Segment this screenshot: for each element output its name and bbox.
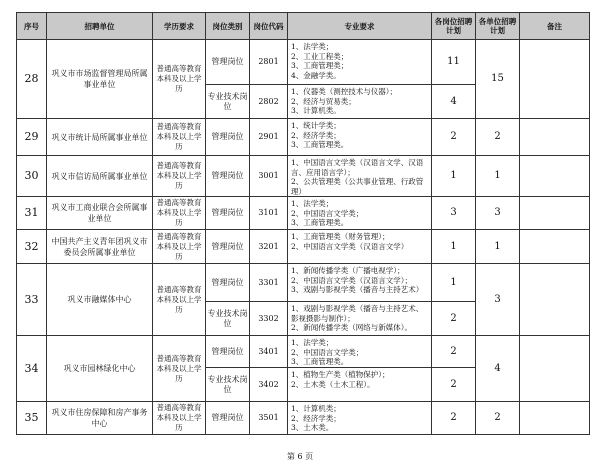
major-line: 2、新闻传播学类（网络与新媒体）。 — [291, 323, 413, 332]
header-plan-unit: 各单位招聘计划 — [476, 13, 520, 40]
major-line: 1、新闻传播学类（广播电视学）； — [291, 266, 405, 275]
major-line: 4、金融学类。 — [291, 70, 341, 80]
post-type-cell: 管理岗位 — [206, 156, 250, 197]
header-post-code: 岗位代码 — [250, 13, 288, 40]
major-line: 1、工商管理类（财务管理）； — [291, 232, 390, 241]
post-plan-cell: 2 — [432, 368, 476, 402]
post-type-cell: 专业技术岗位 — [206, 368, 250, 402]
post-type-cell: 管理岗位 — [206, 230, 250, 264]
recruitment-table-sheet — [16, 12, 589, 435]
post-code-cell: 3302 — [250, 302, 288, 336]
seq-cell: 35 — [17, 402, 47, 435]
post-code-cell: 3101 — [250, 197, 288, 230]
major-cell — [288, 368, 432, 402]
major-line: 2、中国语言文学类； — [291, 347, 364, 357]
post-code-cell: 3301 — [250, 264, 288, 302]
major-cell — [288, 156, 432, 197]
note-cell — [520, 156, 590, 197]
post-plan-cell: 11 — [432, 40, 476, 85]
major-cell — [288, 230, 432, 264]
major-cell — [288, 264, 432, 302]
post-code-cell: 2901 — [250, 119, 288, 156]
major-line: 2、土木类（土木工程）。 — [291, 379, 375, 389]
major-line: 1、统计学类； — [291, 121, 341, 130]
unit-cell: 中国共产主义青年团巩义市委员会所属事业单位 — [47, 230, 153, 264]
major-line: 2、中国语言文学类（汉语言文学）； — [291, 275, 413, 285]
unit-cell: 巩义市统计局所属事业单位 — [47, 119, 153, 156]
seq-cell: 30 — [17, 156, 47, 197]
edu-cell: 普通高等教育本科及以上学历 — [153, 40, 206, 119]
header-unit: 招聘单位 — [47, 13, 153, 40]
unit-plan-cell: 2 — [476, 119, 520, 156]
post-type-cell: 管理岗位 — [206, 264, 250, 302]
major-cell — [288, 302, 432, 336]
major-line: 1、戏剧与影视学类（播音与主持艺术、影视摄影与制作）； — [291, 304, 424, 323]
seq-cell: 29 — [17, 119, 47, 156]
post-type-cell: 管理岗位 — [206, 402, 250, 435]
unit-plan-cell: 3 — [476, 197, 520, 230]
note-cell — [520, 336, 590, 402]
header-plan-post: 各岗位招聘计划 — [432, 13, 476, 40]
table-row — [17, 402, 590, 435]
post-plan-cell: 1 — [432, 264, 476, 302]
major-line: 3、土木类。 — [291, 423, 334, 432]
post-type-cell: 专业技术岗位 — [206, 302, 250, 336]
page-number: 第 6 页 — [286, 452, 314, 461]
unit-plan-cell: 4 — [476, 336, 520, 402]
edu-cell: 普通高等教育本科及以上学历 — [153, 197, 206, 230]
unit-cell: 巩义市信访局所属事业单位 — [47, 156, 153, 197]
major-line: 1、中国语言文学类（汉语言文学、汉语言、应用语言学）； — [291, 158, 424, 177]
major-line: 3、计算机类。 — [291, 106, 341, 115]
post-plan-cell: 4 — [432, 85, 476, 119]
seq-cell: 28 — [17, 40, 47, 119]
header-post-type: 岗位类别 — [206, 13, 250, 40]
edu-cell: 普通高等教育本科及以上学历 — [153, 230, 206, 264]
table-header-row — [17, 13, 590, 40]
table-row — [17, 264, 590, 302]
post-code-cell: 2802 — [250, 85, 288, 119]
header-seq: 序号 — [17, 13, 47, 40]
major-line: 3、工商管理类。 — [291, 140, 349, 149]
post-type-cell: 管理岗位 — [206, 119, 250, 156]
post-plan-cell: 1 — [432, 156, 476, 197]
post-code-cell: 3201 — [250, 230, 288, 264]
edu-cell: 普通高等教育本科及以上学历 — [153, 119, 206, 156]
unit-plan-cell: 15 — [476, 40, 520, 119]
unit-cell: 巩义市融媒体中心 — [47, 264, 153, 336]
major-line: 2、工业工程类； — [291, 51, 349, 61]
post-plan-cell: 2 — [432, 336, 476, 368]
note-cell — [520, 264, 590, 336]
edu-cell: 普通高等教育本科及以上学历 — [153, 402, 206, 435]
unit-cell: 巩义市市场监督管理局所属事业单位 — [47, 40, 153, 119]
post-code-cell: 2801 — [250, 40, 288, 85]
major-line: 3、工商管理类。 — [291, 357, 349, 366]
table-row — [17, 336, 590, 368]
unit-cell: 巩义市工商业联合会所属事业单位 — [47, 197, 153, 230]
table-row — [17, 197, 590, 230]
seq-cell: 34 — [17, 336, 47, 402]
major-cell — [288, 336, 432, 368]
post-plan-cell: 2 — [432, 402, 476, 435]
edu-cell: 普通高等教育本科及以上学历 — [153, 156, 206, 197]
major-cell — [288, 402, 432, 435]
recruitment-table — [16, 12, 590, 435]
major-line: 1、法学类； — [291, 199, 334, 208]
note-cell — [520, 402, 590, 435]
major-line: 1、法学类； — [291, 42, 334, 51]
header-edu: 学历要求 — [153, 13, 206, 40]
edu-cell: 普通高等教育本科及以上学历 — [153, 264, 206, 336]
major-cell — [288, 119, 432, 156]
seq-cell: 31 — [17, 197, 47, 230]
header-major: 专业要求 — [288, 13, 432, 40]
seq-cell: 33 — [17, 264, 47, 336]
major-line: 3、工商管理类； — [291, 61, 349, 70]
major-line: 1、法学类； — [291, 338, 334, 347]
seq-cell: 32 — [17, 230, 47, 264]
post-code-cell: 3401 — [250, 336, 288, 368]
major-line: 2、经济与贸易类； — [291, 96, 356, 106]
major-line: 1、仪器类（测控技术与仪器）； — [291, 87, 398, 96]
major-line: 2、经济学类； — [291, 130, 341, 140]
post-type-cell: 专业技术岗位 — [206, 85, 250, 119]
note-cell — [520, 197, 590, 230]
table-row — [17, 119, 590, 156]
unit-cell: 巩义市住房保障和房产事务中心 — [47, 402, 153, 435]
table-row — [17, 230, 590, 264]
post-type-cell: 管理岗位 — [206, 197, 250, 230]
header-note: 备注 — [520, 13, 590, 40]
major-line: 2、中国语言文学类（汉语言文学） — [291, 241, 409, 251]
post-plan-cell: 1 — [432, 230, 476, 264]
major-line: 3、戏剧与影视学类（播音与主持艺术） — [291, 285, 424, 294]
unit-plan-cell: 3 — [476, 264, 520, 336]
unit-plan-cell: 2 — [476, 402, 520, 435]
major-line: 1、植物生产类（植物保护）； — [291, 370, 390, 379]
note-cell — [520, 119, 590, 156]
table-row — [17, 40, 590, 85]
unit-plan-cell: 1 — [476, 230, 520, 264]
major-line: 2、经济学类； — [291, 413, 341, 423]
unit-cell: 巩义市园林绿化中心 — [47, 336, 153, 402]
post-plan-cell: 2 — [432, 119, 476, 156]
major-line: 2、中国语言文学类； — [291, 208, 364, 218]
major-line: 2、公共管理类（公共事业管理、行政管理） — [291, 177, 424, 196]
post-type-cell: 管理岗位 — [206, 40, 250, 85]
post-plan-cell: 3 — [432, 197, 476, 230]
note-cell — [520, 40, 590, 119]
major-cell — [288, 197, 432, 230]
table-row — [17, 156, 590, 197]
note-cell — [520, 230, 590, 264]
post-code-cell: 3001 — [250, 156, 288, 197]
major-cell — [288, 40, 432, 85]
post-type-cell: 管理岗位 — [206, 336, 250, 368]
edu-cell: 普通高等教育本科及以上学历 — [153, 336, 206, 402]
post-code-cell: 3402 — [250, 368, 288, 402]
major-line: 1、计算机类； — [291, 404, 341, 413]
unit-plan-cell: 1 — [476, 156, 520, 197]
major-line: 3、工商管理类。 — [291, 218, 349, 227]
major-cell — [288, 85, 432, 119]
post-plan-cell: 2 — [432, 302, 476, 336]
post-code-cell: 3501 — [250, 402, 288, 435]
